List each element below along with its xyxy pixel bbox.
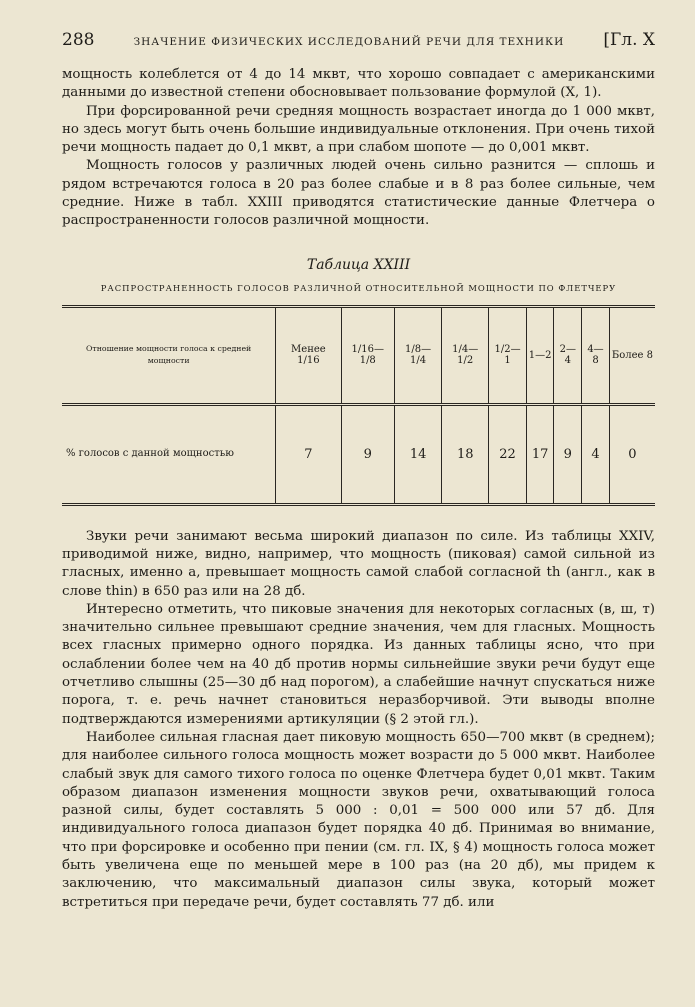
row-header-label: Отношение мощности голоса к средней мощности [62, 306, 276, 404]
table-cell: 9 [341, 404, 395, 504]
column-header: 2—4 [554, 306, 582, 404]
column-header: 1/2—1 [489, 306, 526, 404]
chapter-mark: [Гл. X [603, 30, 655, 50]
table-title: РАСПРОСТРАНЕННОСТЬ ГОЛОСОВ РАЗЛИЧНОЙ ОТНОСИТЕЛЬНОЙ МОЩНОСТИ ПО ФЛЕТЧЕРУ [100, 282, 617, 293]
table-cell: 0 [609, 404, 655, 504]
row-label: % голосов с данной мощностью [62, 404, 276, 504]
table-cell: 18 [442, 404, 489, 504]
table-caption: Таблица XXIII [306, 256, 411, 273]
table-cell: 7 [276, 404, 341, 504]
table-header-row [62, 306, 655, 404]
body-text-top [62, 66, 655, 231]
body-text-bottom [62, 528, 655, 912]
column-header: Более 8 [609, 306, 655, 404]
table-cell: 9 [554, 404, 582, 504]
table-cell: 14 [395, 404, 442, 504]
table-cell: 4 [582, 404, 610, 504]
paragraph: мощность колеблется от 4 до 14 мквт, что хорошо совпадает с американскими данными до известной степени обосновывает пользование формулой (X, 1). [62, 67, 655, 101]
running-title: ЗНАЧЕНИЕ ФИЗИЧЕСКИХ ИССЛЕДОВАНИЙ РЕЧИ ДЛЯ ТЕХНИКИ [133, 36, 565, 48]
page-number: 288 [62, 30, 95, 50]
column-header: 1/4—1/2 [442, 306, 489, 404]
paragraph: Интересно отметить, что пиковые значения для некоторых согласных (в, ш, т) значительно сильнее превышают средние значения, чем для гласных. Мощность всех гласных примерно одного порядка. Из данных таблицы ясно, что при ослаблении более чем на 40 дб против нормы сильнейшие звуки речи будут еще отчетливо слышны (25—30 дб над порогом), а слабейшие начнут спускаться ниже порога, т. е. речь начнет становиться неразборчивой. Эти выводы вполне подтверждаются измерениями артикуляции (§ 2 этой гл.). [62, 601, 655, 727]
paragraph: Наиболее сильная гласная дает пиковую мощность 650—700 мквт (в среднем); для наиболее сильного голоса мощность может возрасти до 5 000 мквт. Наиболее слабый звук для самого тихого голоса по оценке Флетчера будет 0,01 мквт. Таким образом диапазон изменения мощности звуков речи, охватывающий голоса разной силы, будет составлять 5 000 : 0,01 = 500 000 или 57 дб. Для индивидуального голоса диапазон будет порядка 40 дб. Принимая во внимание, что при форсировке и особенно при пении (см. гл. IX, § 4) мощность голоса может быть увеличена еще по меньшей мере в 100 раз (на 20 дб), мы придем к заключению, что максимальный диапазон силы звука, который может встретиться при передаче речи, будет составлять 77 дб. или [62, 729, 655, 910]
table-cell: 17 [526, 404, 554, 504]
paragraph: Звуки речи занимают весьма широкий диапазон по силе. Из таблицы XXIV, приводимой ниже, видно, например, что мощность (пиковая) самой сильной из гласных, именно а, превышает мощность самой слабой согласной th (англ., как в слове thin) в 650 раз или на 28 дб. [62, 528, 655, 599]
column-header: 1/16—1/8 [341, 306, 395, 404]
column-header: 4—8 [582, 306, 610, 404]
paragraph: При форсированной речи средняя мощность возрастает иногда до 1 000 мквт, но здесь могут быть очень большие индивидуальные отклонения. При очень тихой речи мощность падает до 0,1 мквт, а при слабом шопоте — до 0,001 мквт. [62, 103, 655, 156]
column-header: Менее 1/16 [276, 306, 341, 404]
running-header [62, 30, 655, 58]
column-header: 1/8—1/4 [395, 306, 442, 404]
data-table [62, 305, 655, 506]
column-header: 1—2 [526, 306, 554, 404]
table-row [62, 404, 655, 504]
table-cell: 22 [489, 404, 526, 504]
paragraph: Мощность голосов у различных людей очень сильно разнится — сплошь и рядом встречаются голоса в 20 раз более слабые и в 8 раз более сильные, чем средние. Ниже в табл. XXIII приводятся статистические данные Флетчера о распространенности голосов различной мощности. [62, 158, 655, 229]
